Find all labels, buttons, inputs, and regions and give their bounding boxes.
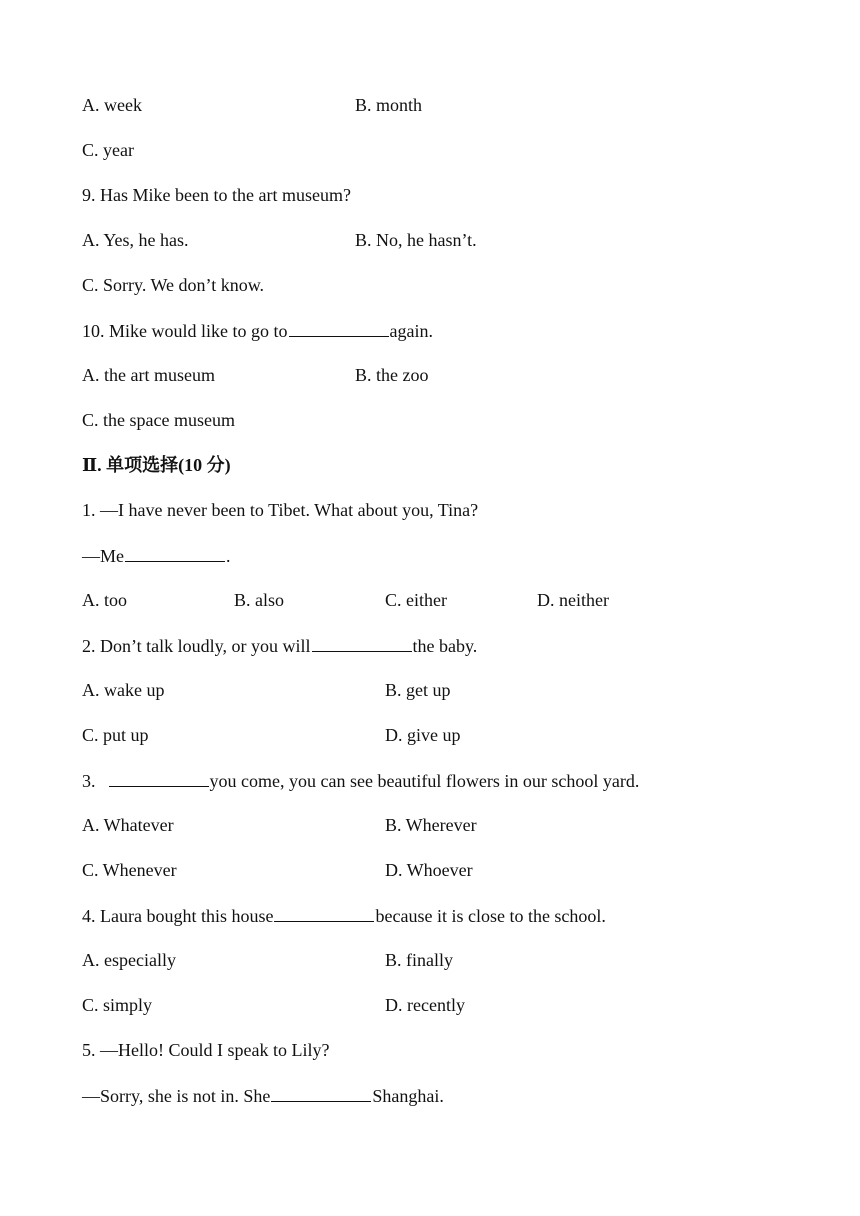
answer-blank [109, 768, 209, 787]
s2-q2-option-c: C. put up [82, 725, 149, 745]
q8-option-c: C. year [82, 140, 134, 160]
q9-stem: 9. Has Mike been to the art museum? [82, 185, 351, 205]
q10-stem-after: again. [389, 321, 433, 341]
answer-blank [289, 318, 389, 337]
s2-q1-reply [82, 543, 231, 567]
s2-q1-reply-after: . [226, 546, 231, 566]
q8-option-b: B. month [355, 95, 423, 115]
s2-q1-option-a: A. too [82, 590, 127, 610]
s2-q3-stem [82, 768, 639, 792]
s2-q2-stem-before: 2. Don’t talk loudly, or you will [82, 636, 311, 656]
s2-q1-stem: 1. —I have never been to Tibet. What about you, Tina? [82, 500, 479, 520]
q9-option-b: B. No, he hasn’t. [355, 230, 477, 250]
q10-option-c: C. the space museum [82, 410, 235, 430]
s2-q4-option-d: D. recently [385, 995, 465, 1015]
s2-q4-option-a: A. especially [82, 950, 176, 970]
answer-blank [125, 543, 225, 562]
s2-q2-stem-after: the baby. [412, 636, 478, 656]
answer-blank [271, 1083, 371, 1102]
s2-q1-option-b: B. also [234, 590, 285, 610]
s2-q1-option-c: C. either [385, 590, 447, 610]
answer-blank [312, 633, 412, 652]
s2-q2-option-a: A. wake up [82, 680, 165, 700]
s2-q1-option-d: D. neither [537, 590, 609, 610]
answer-blank [274, 903, 374, 922]
s2-q4-option-b: B. finally [385, 950, 453, 970]
s2-q5-reply-after: Shanghai. [372, 1086, 444, 1106]
q10-option-a: A. the art museum [82, 365, 215, 385]
section-title: Ⅱ. 单项选择(10 分) [82, 455, 231, 475]
s2-q2-stem [82, 633, 477, 657]
s2-q4-option-c: C. simply [82, 995, 153, 1015]
s2-q1-reply-before: —Me [82, 546, 124, 566]
s2-q4-stem [82, 903, 606, 927]
s2-q5-stem: 5. —Hello! Could I speak to Lily? [82, 1040, 330, 1060]
q10-stem [82, 318, 433, 342]
s2-q3-option-d: D. Whoever [385, 860, 473, 880]
s2-q3-option-c: C. Whenever [82, 860, 177, 880]
s2-q4-stem-before: 4. Laura bought this house [82, 906, 274, 926]
s2-q5-reply-before: —Sorry, she is not in. She [82, 1086, 271, 1106]
q10-stem-before: 10. Mike would like to go to [82, 321, 288, 341]
s2-q3-stem-after: you come, you can see beautiful flowers in our school yard. [209, 771, 640, 791]
s2-q3-option-a: A. Whatever [82, 815, 174, 835]
q9-option-a: A. Yes, he has. [82, 230, 189, 250]
s2-q4-stem-after: because it is close to the school. [375, 906, 606, 926]
s2-q3-stem-before: 3. [82, 771, 96, 791]
s2-q2-option-d: D. give up [385, 725, 461, 745]
s2-q5-reply [82, 1083, 444, 1107]
q10-option-b: B. the zoo [355, 365, 429, 385]
s2-q2-option-b: B. get up [385, 680, 451, 700]
q9-option-c: C. Sorry. We don’t know. [82, 275, 265, 295]
q8-option-a: A. week [82, 95, 142, 115]
s2-q3-option-b: B. Wherever [385, 815, 477, 835]
